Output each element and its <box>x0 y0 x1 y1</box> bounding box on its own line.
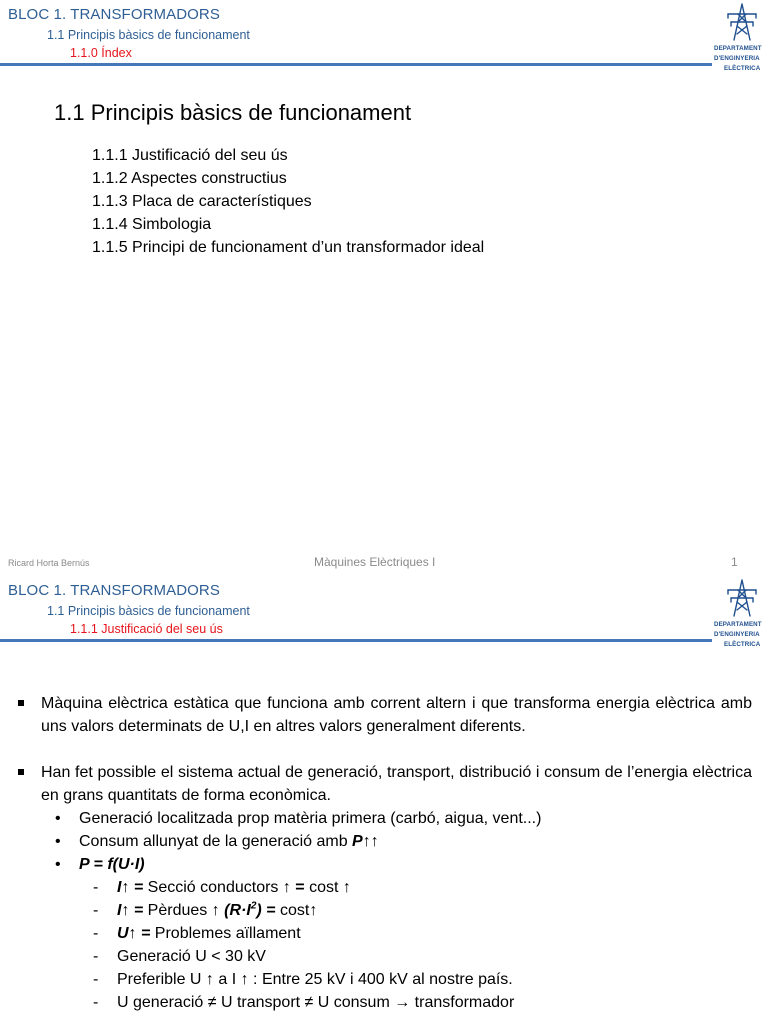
footer-course: Màquines Elèctriques I <box>314 555 436 569</box>
bullet-text: Han fet possible el sistema actual de generació, transport, distribució i consum de l’energia elèctrica en grans quantitats de forma econòmica. <box>41 764 752 804</box>
footer-author: Ricard Horta Bernús <box>8 558 90 568</box>
dot-bullet-icon: • <box>55 833 61 850</box>
sub-bullet-list <box>55 807 752 1014</box>
dot-bullet-icon: • <box>55 856 61 873</box>
page-title: 1.1 Principis bàsics de funcionament <box>54 100 412 125</box>
slide-2 <box>0 576 768 1024</box>
header-section-title: 1.1 Principis bàsics de funcionament <box>47 28 250 42</box>
toc-item: 1.1.3 Placa de característiques <box>92 193 312 210</box>
dot-bullet-icon: • <box>55 810 61 827</box>
department-logo <box>714 2 768 88</box>
toc-item: 1.1.2 Aspectes constructius <box>92 170 287 187</box>
square-bullet-icon <box>18 769 24 775</box>
sub-bullet-item: • Consum allunyat de la generació amb P↑↑ <box>55 830 752 853</box>
header-bloc-title: BLOC 1. TRANSFORMADORS <box>8 6 220 23</box>
header-subsection-title: 1.1.0 Índex <box>70 46 132 60</box>
header-divider <box>0 63 712 66</box>
pylon-icon <box>724 2 760 42</box>
header-divider <box>0 639 712 642</box>
header-section-title: 1.1 Principis bàsics de funcionament <box>47 604 250 618</box>
sub-bullet-item: • Generació localitzada prop matèria primera (carbó, aigua, vent...) <box>55 807 752 830</box>
dash-item: - I↑ = Pèrdues ↑ $(R\cdot I^2)$ = cost↑ <box>93 900 318 919</box>
dash-item: - I↑ = Secció conductors ↑ = cost ↑ <box>93 879 351 896</box>
bullet-item <box>18 761 752 807</box>
header-bloc-title: BLOC 1. TRANSFORMADORS <box>8 582 220 599</box>
dash-list <box>93 876 752 1014</box>
square-bullet-icon <box>18 700 24 706</box>
department-logo <box>714 578 768 664</box>
bullet-text: Màquina elèctrica estàtica que funciona amb corrent altern i que transforma energia elèctrica amb uns valors determinats de U,I en altres valors generalment diferents. <box>41 695 752 735</box>
dash-item: - Preferible U ↑ a I ↑ : Entre 25 kV i 400 kV al nostre país. <box>93 971 513 988</box>
dash-item: - Generació U < 30 kV <box>93 948 266 965</box>
bullet-item <box>18 692 752 738</box>
slide-content <box>18 692 752 1014</box>
footer-page-number: 1 <box>731 555 738 569</box>
logo-line-1: DEPARTAMENT <box>714 45 762 52</box>
logo-line-3: ELÈCTRICA <box>724 641 761 648</box>
dash-item: - U↑ = Problemes aïllament <box>93 925 301 942</box>
pylon-icon <box>724 578 760 618</box>
logo-line-1: DEPARTAMENT <box>714 621 762 628</box>
logo-line-3: ELÈCTRICA <box>724 65 761 72</box>
header-subsection-title: 1.1.1 Justificació del seu ús <box>70 622 223 636</box>
table-of-contents <box>92 144 484 259</box>
logo-line-2: D'ENGINYERIA <box>714 631 760 638</box>
toc-item: 1.1.1 Justificació del seu ús <box>92 147 288 164</box>
dash-item: - U generació ≠ U transport ≠ U consum → transformador <box>93 994 515 1011</box>
logo-line-2: D'ENGINYERIA <box>714 55 760 62</box>
sub-bullet-item: • P = f(U·I) - I↑ = Secció conductors ↑ = cost ↑ - I↑ = Pèrdues ↑ $(R\cdot I^2)$ = cost↑ - U↑ = Problemes aïllament - Generació U < 30 kV - Preferible U ↑ a I ↑ : Entre 25 kV i 400 kV al nostre país. - U generació ≠ U transport ≠ U consum → transformador <box>55 853 752 1014</box>
toc-item: 1.1.5 Principi de funcionament d’un transformador ideal <box>92 239 485 256</box>
toc-item: 1.1.4 Simbologia <box>92 216 212 233</box>
